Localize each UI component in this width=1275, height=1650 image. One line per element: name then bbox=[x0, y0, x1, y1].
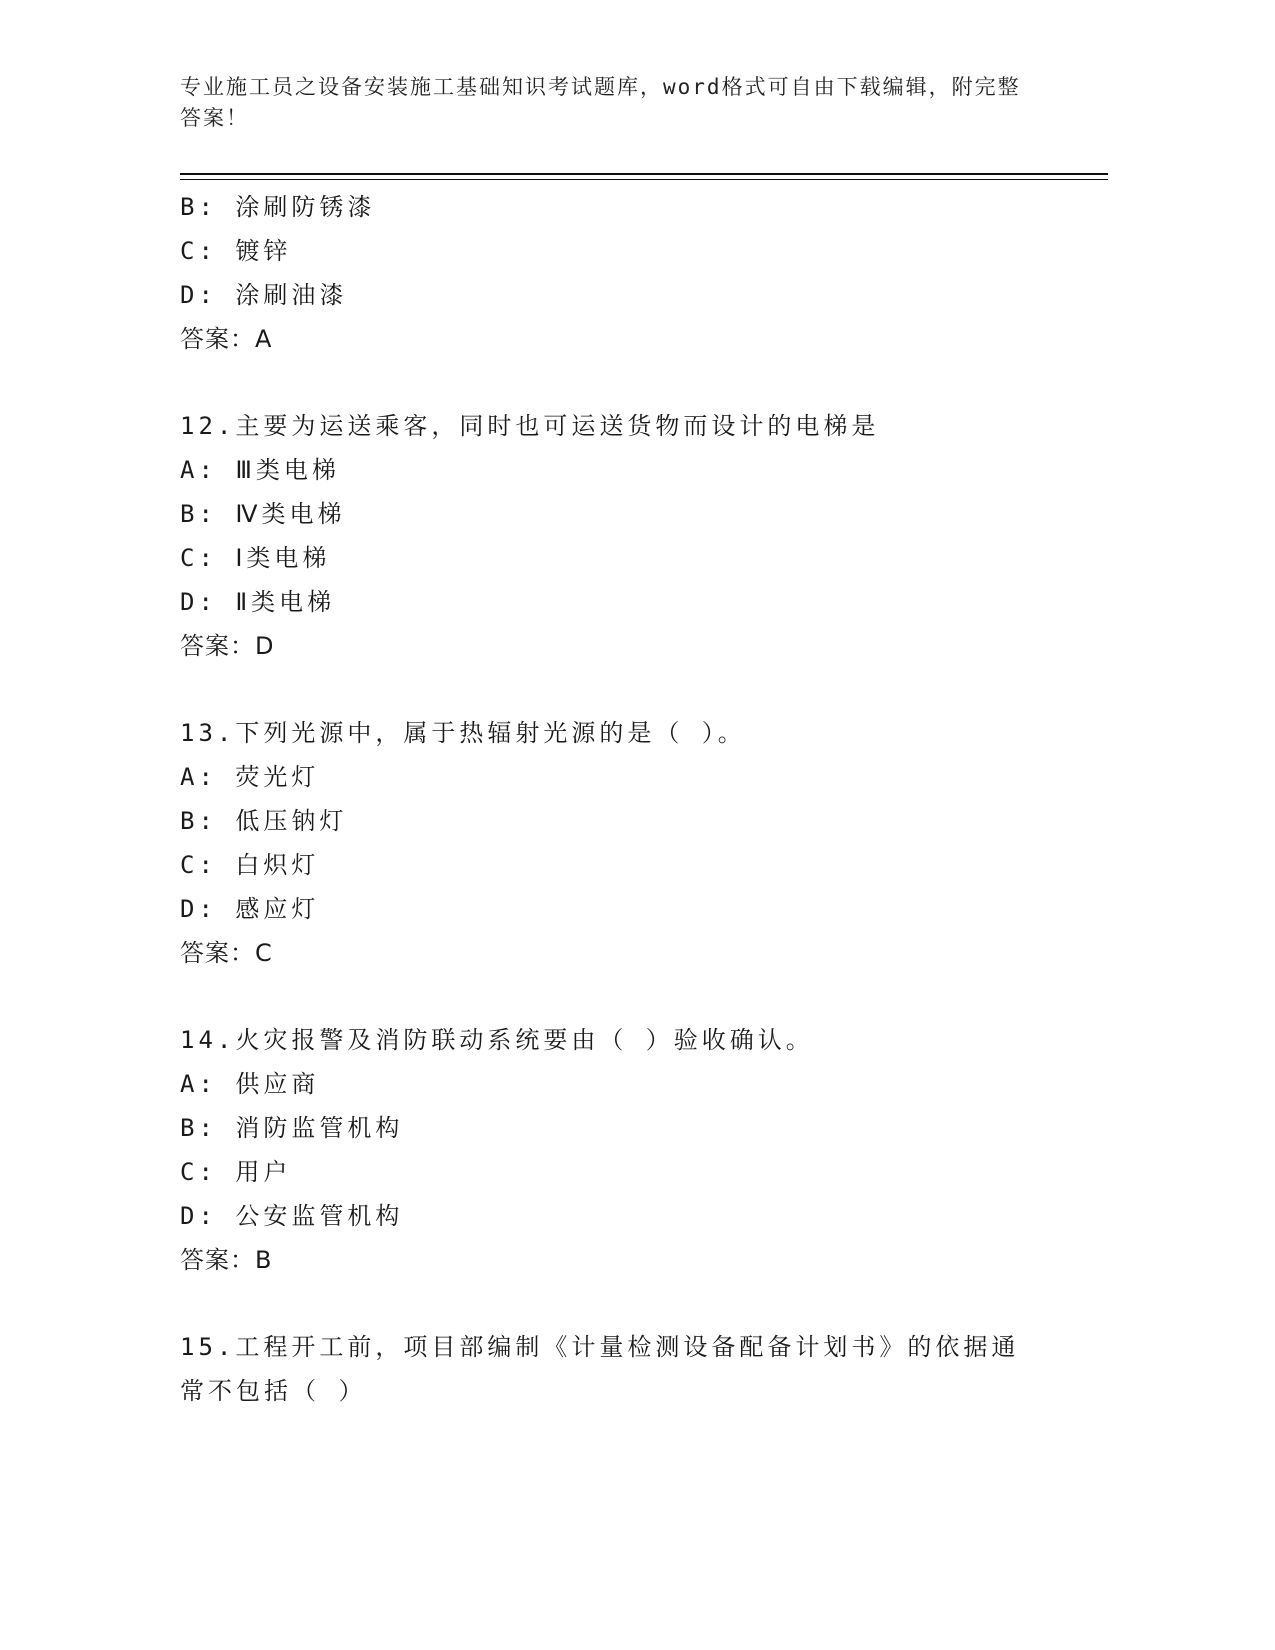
question-12 bbox=[180, 404, 1080, 668]
question-text: 12.主要为运送乘客，同时也可运送货物而设计的电梯是 bbox=[180, 412, 880, 440]
option-a: A: Ⅲ类电梯 bbox=[180, 456, 340, 484]
option-c: C: 白炽灯 bbox=[180, 851, 320, 879]
option-d: D: 感应灯 bbox=[180, 895, 320, 923]
answer-line: 答案：D bbox=[180, 632, 275, 660]
option-a: A: 荧光灯 bbox=[180, 763, 320, 791]
option-d: D: 涂刷油漆 bbox=[180, 281, 348, 309]
question-11-continued bbox=[180, 185, 1080, 361]
option-b: B: 涂刷防锈漆 bbox=[180, 193, 376, 221]
option-c: C: 用户 bbox=[180, 1158, 292, 1186]
question-text: 14.火灾报警及消防联动系统要由（ ）验收确认。 bbox=[180, 1026, 814, 1054]
answer-line: 答案：B bbox=[180, 1246, 273, 1274]
option-c: C: Ⅰ类电梯 bbox=[180, 544, 331, 572]
option-b: B: 低压钠灯 bbox=[180, 807, 348, 835]
option-a: A: 供应商 bbox=[180, 1070, 320, 1098]
question-text: 15.工程开工前，项目部编制《计量检测设备配备计划书》的依据通常不包括（ ） bbox=[180, 1333, 1020, 1405]
option-b: B: 消防监管机构 bbox=[180, 1114, 404, 1142]
question-text: 13.下列光源中，属于热辐射光源的是（ ）。 bbox=[180, 719, 746, 747]
question-15 bbox=[180, 1325, 1080, 1413]
option-d: D: Ⅱ类电梯 bbox=[180, 588, 336, 616]
option-c: C: 镀锌 bbox=[180, 237, 292, 265]
document-header-title: 专业施工员之设备安装施工基础知识考试题库，word格式可自由下载编辑，附完整答案！ bbox=[180, 75, 1021, 130]
header-divider-thick bbox=[180, 173, 1108, 175]
question-13 bbox=[180, 711, 1080, 975]
option-d: D: 公安监管机构 bbox=[180, 1202, 404, 1230]
question-list bbox=[180, 185, 1080, 1413]
answer-line: 答案：A bbox=[180, 325, 273, 353]
header-divider-thin bbox=[180, 179, 1108, 180]
question-14 bbox=[180, 1018, 1080, 1282]
option-b: B: Ⅳ类电梯 bbox=[180, 500, 346, 528]
answer-line: 答案：C bbox=[180, 939, 273, 967]
